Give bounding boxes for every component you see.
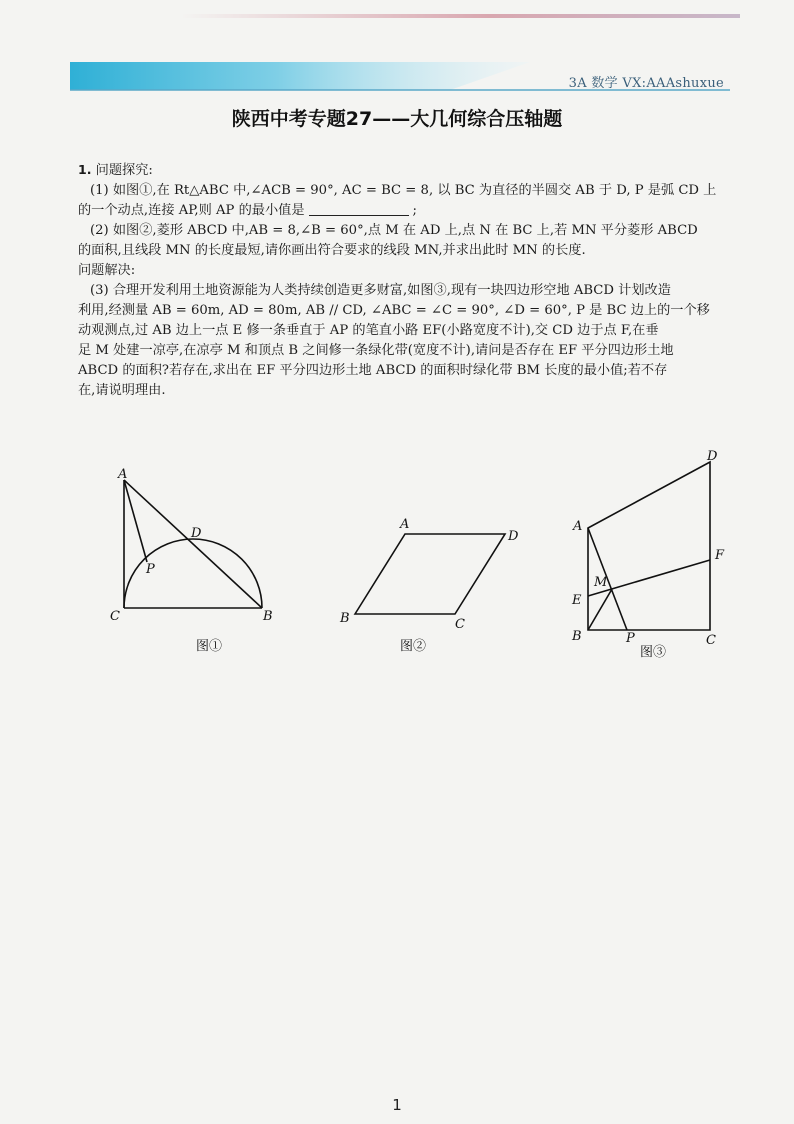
part1-line1: (1) 如图①,在 Rt△ABC 中,∠ACB = 90°, AC = BC = 8, 以 BC 为直径的半圆交 AB 于 D, P 是弧 CD 上	[90, 183, 717, 198]
fig1-semicircle	[124, 539, 262, 608]
part3-line3: 动观测点,过 AB 边上一点 E 修一条垂直于 AP 的笔直小路 EF(小路宽度不计),交 CD 边于点 F,在垂	[78, 323, 659, 338]
part3-line4: 足 M 处建一凉亭,在凉亭 M 和顶点 B 之间修一条绿化带(宽度不计),请问是否存在 EF 平分四边形土地	[78, 343, 674, 358]
fig2-rhombus	[355, 534, 505, 614]
top-decorative-rule	[180, 14, 740, 18]
problem-heading-2: 问题解决:	[78, 263, 136, 278]
page-title: 陕西中考专题27——大几何综合压轴题	[231, 108, 563, 130]
problem-heading: 问题探究:	[95, 163, 153, 178]
fig2-label-c: C	[455, 617, 465, 632]
page-number: 1	[392, 1096, 402, 1114]
part3-line1: (3) 合理开发利用土地资源能为人类持续创造更多财富,如图③,现有一块四边形空地 ABCD 计划改造	[90, 283, 671, 298]
fig1-segment-ap	[124, 480, 147, 562]
fig1-label-c: C	[110, 609, 120, 624]
fig1-label-p: P	[146, 562, 155, 577]
figure-1	[124, 480, 262, 608]
fig3-label-d: D	[707, 450, 718, 464]
fig1-segment-ab	[124, 480, 262, 608]
fig3-label-b: B	[572, 629, 582, 644]
part1-text: 的一个动点,连接 AP,则 AP 的最小值是	[78, 203, 305, 218]
fig1-caption: 图①	[196, 639, 223, 654]
problem-number: 1.	[78, 162, 92, 177]
figures-svg	[0, 450, 794, 680]
fig2-caption: 图②	[400, 639, 427, 654]
figure-3	[588, 462, 710, 630]
answer-blank	[309, 201, 409, 216]
problem-text	[78, 160, 738, 401]
fig1-label-b: B	[263, 609, 273, 624]
figures-area	[0, 450, 794, 680]
fig3-label-c: C	[706, 633, 716, 648]
fig2-label-b: B	[340, 611, 350, 626]
part2-line1: (2) 如图②,菱形 ABCD 中,AB = 8,∠B = 60°,点 M 在 AD 上,点 N 在 BC 上,若 MN 平分菱形 ABCD	[90, 223, 698, 238]
fig3-caption: 图③	[640, 645, 667, 660]
fig3-label-p: P	[626, 631, 635, 646]
fig2-label-d: D	[508, 529, 519, 544]
fig3-label-a: A	[573, 519, 583, 534]
part3-line5: ABCD 的面积?若存在,求出在 EF 平分四边形土地 ABCD 的面积时绿化带 BM 长度的最小值;若不存	[78, 363, 668, 378]
part3-line2: 利用,经测量 AB = 60m, AD = 80m, AB // CD, ∠ABC = ∠C = 90°, ∠D = 60°, P 是 BC 边上的一个移	[78, 303, 710, 318]
part1-end: ;	[412, 203, 417, 218]
part2-line2: 的面积,且线段 MN 的长度最短,请你画出符合要求的线段 MN,并求出此时 MN 的长度.	[78, 243, 586, 258]
fig3-label-f: F	[715, 548, 725, 563]
header-banner	[70, 60, 730, 92]
fig2-label-a: A	[400, 517, 410, 532]
fig1-label-d: D	[191, 526, 202, 541]
header-brand: 3A 数学 VX:AAAshuxue	[568, 76, 724, 91]
part1-line2	[78, 201, 738, 221]
figure-2	[355, 534, 505, 614]
fig3-quadrilateral	[588, 462, 710, 630]
fig3-label-m: M	[594, 575, 608, 590]
part3-line6: 在,请说明理由.	[78, 383, 166, 398]
fig3-label-e: E	[572, 593, 582, 608]
fig1-label-a: A	[118, 467, 128, 482]
